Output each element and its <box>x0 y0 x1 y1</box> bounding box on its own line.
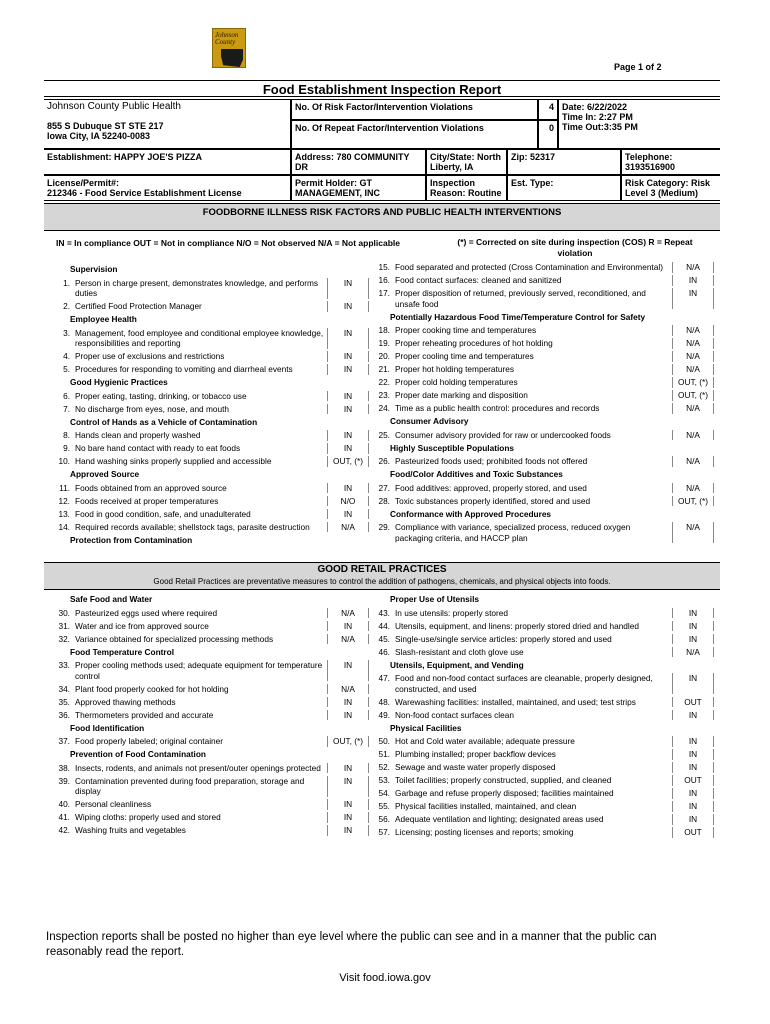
item-number: 24. <box>378 403 390 413</box>
checklist-item <box>376 522 714 543</box>
item-status: IN <box>327 812 369 823</box>
item-text: Toilet facilities; properly constructed, supplied, and cleaned <box>395 775 612 785</box>
item-status: IN <box>672 710 714 721</box>
risk-left-column <box>56 262 369 548</box>
item-text: Hands clean and properly washed <box>75 430 201 440</box>
item-number: 52. <box>378 762 390 772</box>
item-text: Certified Food Protection Manager <box>75 301 202 311</box>
repeat-violations-count: 0 <box>538 120 558 149</box>
item-text: Single-use/single service articles: properly stored and used <box>395 633 612 644</box>
item-number: 57. <box>378 827 390 837</box>
item-text: Non-food contact surfaces clean <box>395 709 514 720</box>
item-text: Proper cold holding temperatures <box>395 377 518 387</box>
checklist-item <box>56 443 369 454</box>
item-number: 48. <box>378 696 390 707</box>
item-number: 41. <box>58 812 70 822</box>
agency-address: 855 S Dubuque ST STE 217 <box>47 121 164 131</box>
item-number: 47. <box>378 673 390 683</box>
checklist-item <box>56 301 369 312</box>
checklist-item <box>56 763 369 774</box>
item-text: Plumbing installed; proper backflow devices <box>395 749 556 759</box>
item-status: N/A <box>327 608 369 619</box>
item-text: Contamination prevented during food preparation, storage and display <box>75 775 305 796</box>
item-text: No discharge from eyes, nose, and mouth <box>75 403 230 414</box>
item-text: Washing fruits and vegetables <box>75 825 186 835</box>
item-text: Food properly labeled; original container <box>75 736 224 746</box>
item-text: Proper date marking and disposition <box>395 390 528 400</box>
checklist-item <box>376 647 714 658</box>
section-heading: Supervision <box>70 264 118 274</box>
item-text: Garbage and refuse properly disposed; facilities maintained <box>395 788 614 798</box>
item-status: IN <box>672 749 714 760</box>
item-text: Proper cooling methods used; adequate equipment for temperature control <box>75 660 323 681</box>
item-text: Insects, rodents, and animals not present/outer openings protected <box>75 762 321 773</box>
item-text: Proper disposition of returned, previously served, reconditioned, and unsafe food <box>395 288 646 309</box>
item-status: IN <box>672 801 714 812</box>
item-number: 49. <box>378 709 390 720</box>
item-number: 16. <box>378 275 390 285</box>
item-text: Variance obtained for specialized processing methods <box>75 633 274 644</box>
checklist-item <box>376 364 714 375</box>
item-status: N/A <box>672 351 714 362</box>
checklist-item <box>376 697 714 708</box>
checklist-item <box>56 825 369 836</box>
checklist-item <box>376 430 714 441</box>
item-number: 14. <box>58 521 70 532</box>
item-text: Food separated and protected (Cross Contamination and Environmental) <box>395 262 663 272</box>
checklist-item <box>56 522 369 533</box>
item-number: 37. <box>58 736 70 746</box>
item-status: IN <box>327 509 369 520</box>
checklist-item <box>376 814 714 825</box>
item-text: Proper eating, tasting, drinking, or tobacco use <box>75 390 247 401</box>
risk-category: Risk Category: Risk Level 3 (Medium) <box>621 175 720 201</box>
item-status: N/A <box>672 364 714 375</box>
item-text: Proper reheating procedures of hot holding <box>395 338 553 348</box>
item-status: IN <box>672 288 714 309</box>
retail-practices-band <box>44 562 720 590</box>
checklist-item <box>376 483 714 494</box>
zip-code: Zip: 52317 <box>507 149 621 175</box>
establishment-address: Address: 780 COMMUNITY DR <box>291 149 426 175</box>
checklist-item <box>56 736 369 747</box>
risk-factors-heading: FOODBORNE ILLNESS RISK FACTORS AND PUBLIC HEALTH INTERVENTIONS <box>44 203 720 231</box>
item-number: 23. <box>378 390 390 400</box>
checklist-item <box>56 710 369 721</box>
report-title: Food Establishment Inspection Report <box>44 80 720 97</box>
item-text: Utensils, equipment, and linens: properly stored dried and handled <box>395 620 639 631</box>
item-text: Proper cooking time and temperatures <box>395 325 537 335</box>
item-status: IN <box>327 621 369 632</box>
item-number: 8. <box>63 430 70 440</box>
item-status: N/A <box>672 338 714 349</box>
checklist-item <box>376 262 714 273</box>
item-number: 38. <box>58 762 70 773</box>
checklist-item <box>56 621 369 632</box>
item-text: Management, food employee and conditional employee knowledge, responsibilities and reporting <box>75 327 324 348</box>
item-text: Person in charge present, demonstrates knowledge, and performs duties <box>75 277 319 298</box>
checklist-item <box>56 456 369 467</box>
item-status: OUT, (*) <box>672 390 714 401</box>
checklist-item <box>56 608 369 619</box>
item-status: OUT, (*) <box>672 496 714 507</box>
item-number: 43. <box>378 607 390 618</box>
retail-practices-heading: GOOD RETAIL PRACTICES <box>317 564 447 575</box>
item-number: 6. <box>63 390 70 401</box>
license-number: 212346 - Food Service Establishment License <box>47 188 242 198</box>
item-status: N/A <box>672 522 714 543</box>
checklist-item <box>376 403 714 414</box>
retail-left-column <box>56 592 369 838</box>
item-text: Consumer advisory provided for raw or undercooked foods <box>395 429 611 440</box>
checklist-item <box>376 621 714 632</box>
item-text: Proper cooling time and temperatures <box>395 351 534 361</box>
item-text: Required records available; shellstock tags, parasite destruction <box>75 521 310 532</box>
item-status: N/A <box>672 430 714 441</box>
item-status: OUT <box>672 827 714 838</box>
agency-city: Iowa City, IA 52240-0083 <box>47 131 151 141</box>
item-number: 1. <box>63 277 70 288</box>
item-status: N/A <box>672 262 714 273</box>
checklist-item <box>376 762 714 773</box>
checklist-item <box>56 799 369 810</box>
item-number: 10. <box>58 456 70 466</box>
license-block <box>44 175 291 201</box>
section-heading: Employee Health <box>70 314 137 324</box>
item-text: Procedures for responding to vomiting and diarrheal events <box>75 364 293 374</box>
section-heading: Approved Source <box>70 469 140 479</box>
item-status: IN <box>327 278 369 299</box>
item-number: 39. <box>58 775 70 786</box>
inspection-reason: Inspection Reason: Routine <box>426 175 507 201</box>
item-status: IN <box>672 673 714 694</box>
checklist-item <box>56 684 369 695</box>
item-number: 25. <box>378 429 390 440</box>
item-number: 46. <box>378 646 390 657</box>
item-status: IN <box>327 763 369 774</box>
item-status: N/A <box>672 325 714 336</box>
item-text: Sewage and waste water properly disposed <box>395 762 556 772</box>
item-number: 30. <box>58 607 70 618</box>
section-heading: Food Temperature Control <box>70 646 175 657</box>
item-text: Compliance with variance, specialized process, reduced oxygen packaging criteria, and HACCP plan <box>395 522 631 543</box>
item-number: 54. <box>378 788 390 798</box>
checklist-item <box>376 634 714 645</box>
item-text: Foods received at proper temperatures <box>75 495 219 506</box>
item-status: OUT <box>672 697 714 708</box>
establishment-type: Est. Type: <box>507 175 621 201</box>
item-number: 7. <box>63 403 70 414</box>
item-number: 55. <box>378 801 390 811</box>
item-status: N/O <box>327 496 369 507</box>
time-out: Time Out:3:35 PM <box>562 122 638 132</box>
section-heading: Prevention of Food Contamination <box>70 749 206 759</box>
section-heading: Protection from Contamination <box>70 534 193 545</box>
visit-link[interactable]: Visit food.iowa.gov <box>339 972 431 984</box>
item-status: IN <box>672 275 714 286</box>
inspection-date: Date: 6/22/2022 <box>562 102 628 112</box>
telephone-label: Telephone: <box>625 152 673 162</box>
item-number: 34. <box>58 683 70 694</box>
item-status: IN <box>327 799 369 810</box>
item-status: IN <box>327 351 369 362</box>
item-number: 19. <box>378 338 390 348</box>
item-text: Hand washing sinks properly supplied and accessible <box>75 456 272 466</box>
item-number: 5. <box>63 364 70 374</box>
checklist-item <box>376 749 714 760</box>
item-text: Food and non-food contact surfaces are cleanable, properly designed, constructed, and used <box>395 673 653 694</box>
item-number: 51. <box>378 749 390 759</box>
item-text: Physical facilities installed, maintained, and clean <box>395 801 577 811</box>
checklist-item <box>376 788 714 799</box>
item-number: 15. <box>378 262 390 272</box>
date-time-block <box>558 99 720 149</box>
license-label: License/Permit#: <box>47 178 120 188</box>
checklist-item <box>376 801 714 812</box>
item-number: 31. <box>58 620 70 631</box>
item-status: IN <box>327 483 369 494</box>
item-status: IN <box>327 443 369 454</box>
item-number: 11. <box>59 482 70 493</box>
item-status: N/A <box>672 647 714 658</box>
item-status: IN <box>327 364 369 375</box>
item-number: 9. <box>63 443 70 453</box>
item-number: 21. <box>378 364 390 374</box>
item-number: 26. <box>378 456 390 466</box>
item-status: IN <box>327 660 369 681</box>
checklist-item <box>376 351 714 362</box>
agency-block <box>44 99 291 149</box>
item-status: N/A <box>327 684 369 695</box>
checklist-item <box>56 364 369 375</box>
item-text: Water and ice from approved source <box>75 620 209 631</box>
section-heading: Food Identification <box>70 722 145 733</box>
item-status: N/A <box>672 456 714 467</box>
posting-notice: Inspection reports shall be posted no higher than eye level where the public can see and in a manner that the public can reasonably read the report. <box>46 931 657 958</box>
item-number: 12. <box>58 495 70 506</box>
county-map-icon <box>221 49 243 67</box>
checklist-item <box>56 391 369 402</box>
city-state: City/State: North Liberty, IA <box>426 149 507 175</box>
item-text: Toxic substances properly identified, stored and used <box>395 495 591 506</box>
item-status: IN <box>672 621 714 632</box>
checklist-item <box>376 710 714 721</box>
item-number: 13. <box>58 508 70 519</box>
item-text: Adequate ventilation and lighting; designated areas used <box>395 814 604 824</box>
item-text: Pasteurized eggs used where required <box>75 607 218 618</box>
item-status: IN <box>327 710 369 721</box>
item-number: 56. <box>378 814 390 824</box>
checklist-item <box>56 483 369 494</box>
item-number: 4. <box>63 351 70 361</box>
risk-violations-label: No. Of Risk Factor/Intervention Violations <box>291 99 538 120</box>
section-heading: Proper Use of Utensils <box>390 594 479 604</box>
checklist-item <box>376 736 714 747</box>
item-number: 29. <box>378 522 390 532</box>
retail-right-column <box>376 592 714 840</box>
item-text: Food in good condition, safe, and unadulterated <box>75 508 251 519</box>
section-heading: Safe Food and Water <box>70 594 153 604</box>
checklist-item <box>376 496 714 507</box>
checklist-item <box>56 351 369 362</box>
item-status: N/A <box>327 634 369 645</box>
checklist-item <box>376 377 714 388</box>
item-status: IN <box>327 328 369 349</box>
item-status: IN <box>327 430 369 441</box>
item-status: IN <box>327 404 369 415</box>
cos-legend: (*) = Corrected on site during inspection (COS) R = Repeat violation <box>457 237 693 258</box>
agency-name: Johnson County Public Health <box>47 101 181 112</box>
telephone-number: 3193516900 <box>625 162 676 172</box>
section-heading: Potentially Hazardous Food Time/Temperature Control for Safety <box>390 311 646 322</box>
telephone-block <box>621 149 720 175</box>
checklist-item <box>56 776 369 797</box>
checklist-item <box>376 608 714 619</box>
item-text: Foods obtained from an approved source <box>75 482 227 493</box>
item-text: Thermometers provided and accurate <box>75 709 214 720</box>
checklist-item <box>56 404 369 415</box>
item-status: IN <box>327 697 369 708</box>
checklist-item <box>56 812 369 823</box>
item-status: N/A <box>672 403 714 414</box>
item-number: 2. <box>63 301 70 311</box>
section-heading: Control of Hands as a Vehicle of Contamination <box>70 416 258 427</box>
item-number: 22. <box>378 377 390 387</box>
section-heading: Utensils, Equipment, and Vending <box>390 659 524 670</box>
logo-text: Johnson County <box>215 31 239 46</box>
checklist-item <box>376 325 714 336</box>
checklist-item <box>56 496 369 507</box>
checklist-item <box>376 775 714 786</box>
checklist-item <box>56 430 369 441</box>
item-number: 50. <box>378 736 390 746</box>
item-status: IN <box>327 825 369 836</box>
retail-practices-subtitle: Good Retail Practices are preventative measures to control the addition of pathogens, chemicals, and physical objects into foods. <box>153 577 611 586</box>
item-text: Time as a public health control: procedures and records <box>395 403 600 413</box>
item-status: N/A <box>672 483 714 494</box>
checklist-item <box>376 673 714 694</box>
item-number: 53. <box>378 775 390 785</box>
item-text: Plant food properly cooked for hot holding <box>75 683 229 694</box>
repeat-violations-label: No. Of Repeat Factor/Intervention Violations <box>291 120 538 149</box>
item-text: Proper hot holding temperatures <box>395 364 514 374</box>
item-status: IN <box>672 634 714 645</box>
checklist-item <box>56 634 369 645</box>
section-heading: Physical Facilities <box>390 722 462 733</box>
item-text: Hot and Cold water available; adequate pressure <box>395 736 575 746</box>
item-text: Slash-resistant and cloth glove use <box>395 646 524 657</box>
item-text: Food additives: approved, properly stored, and used <box>395 482 587 493</box>
checklist-item <box>56 278 369 299</box>
checklist-item <box>376 338 714 349</box>
item-status: IN <box>327 776 369 797</box>
item-text: Personal cleanliness <box>75 799 152 809</box>
checklist-item <box>376 827 714 838</box>
section-heading: Highly Susceptible Populations <box>390 442 515 453</box>
item-status: IN <box>672 608 714 619</box>
item-number: 33. <box>58 660 70 670</box>
item-status: IN <box>672 788 714 799</box>
item-number: 32. <box>58 633 70 644</box>
item-status: OUT, (*) <box>672 377 714 388</box>
checklist-item <box>56 697 369 708</box>
permit-holder: Permit Holder: GT MANAGEMENT, INC <box>291 175 426 201</box>
item-status: IN <box>672 762 714 773</box>
checklist-item <box>376 390 714 401</box>
item-number: 3. <box>63 327 70 338</box>
item-status: IN <box>672 736 714 747</box>
item-number: 35. <box>58 696 70 707</box>
checklist-item <box>376 288 714 309</box>
section-heading: Food/Color Additives and Toxic Substances <box>390 469 563 479</box>
johnson-county-logo <box>212 28 246 68</box>
item-number: 36. <box>58 709 70 720</box>
item-text: Food contact surfaces: cleaned and sanitized <box>395 275 562 285</box>
item-text: Wiping cloths: properly used and stored <box>75 812 221 822</box>
section-heading: Consumer Advisory <box>390 416 469 426</box>
item-text: Proper use of exclusions and restrictions <box>75 351 225 361</box>
section-heading: Good Hygienic Practices <box>70 377 168 387</box>
risk-violations-count: 4 <box>538 99 558 120</box>
item-number: 20. <box>378 351 390 361</box>
checklist-item <box>376 456 714 467</box>
item-number: 18. <box>378 325 390 335</box>
item-status: IN <box>327 301 369 312</box>
item-text: In use utensils: properly stored <box>395 607 508 618</box>
time-in: Time In: 2:27 PM <box>562 112 633 122</box>
checklist-item <box>376 275 714 286</box>
item-number: 17. <box>378 288 390 298</box>
establishment-name: Establishment: HAPPY JOE'S PIZZA <box>44 149 291 175</box>
item-text: Warewashing facilities: installed, maintained, and used; test strips <box>395 696 636 707</box>
section-heading: Conformance with Approved Procedures <box>390 508 552 519</box>
item-status: OUT, (*) <box>327 736 369 747</box>
risk-right-column <box>376 262 714 546</box>
item-number: 28. <box>378 495 390 506</box>
item-status: OUT, (*) <box>327 456 369 467</box>
page-number: Page 1 of 2 <box>614 62 662 72</box>
item-status: IN <box>672 814 714 825</box>
item-text: Pasteurized foods used; prohibited foods not offered <box>395 456 588 466</box>
item-text: No bare hand contact with ready to eat foods <box>75 443 241 453</box>
checklist-item <box>56 660 369 681</box>
item-number: 42. <box>58 825 70 835</box>
item-number: 40. <box>58 799 70 809</box>
item-status: N/A <box>327 522 369 533</box>
checklist-item <box>56 509 369 520</box>
compliance-legend: IN = In compliance OUT = Not in compliance N/O = Not observed N/A = Not applicable <box>56 238 401 248</box>
item-number: 45. <box>378 633 390 644</box>
item-text: Approved thawing methods <box>75 696 176 707</box>
item-number: 44. <box>378 620 390 631</box>
checklist-item <box>56 328 369 349</box>
item-number: 27. <box>378 482 390 493</box>
item-status: OUT <box>672 775 714 786</box>
item-status: IN <box>327 391 369 402</box>
item-text: Licensing; posting licenses and reports; smoking <box>395 827 574 837</box>
